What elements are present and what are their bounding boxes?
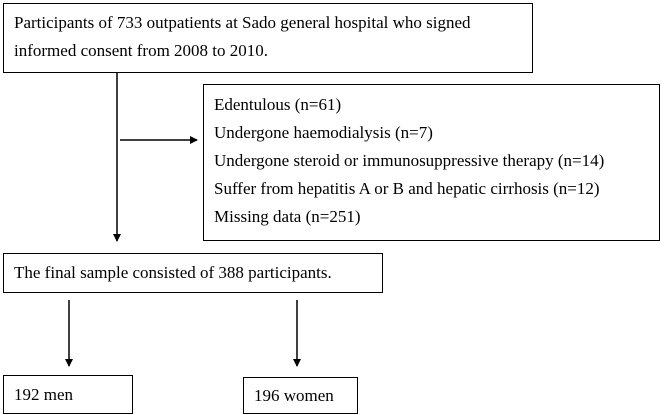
final-sample-text: The final sample consisted of 388 participants.	[14, 263, 332, 282]
participants-text-line-2: informed consent from 2008 to 2010.	[14, 41, 269, 60]
men-count-text: 192 men	[14, 385, 74, 404]
exclusion-item-hepatitis: Suffer from hepatitis A or B and hepatic cirrhosis (n=12)	[214, 179, 600, 198]
participants-text-line-1: Participants of 733 outpatients at Sado general hospital who signed	[14, 13, 471, 32]
exclusion-item-missing-data: Missing data (n=251)	[214, 207, 361, 226]
exclusion-item-edentulous: Edentulous (n=61)	[214, 95, 342, 114]
women-count-text: 196 women	[254, 386, 334, 405]
exclusion-item-haemodialysis: Undergone haemodialysis (n=7)	[214, 123, 433, 142]
exclusion-item-steroid-therapy: Undergone steroid or immunosuppressive therapy (n=14)	[214, 151, 605, 170]
